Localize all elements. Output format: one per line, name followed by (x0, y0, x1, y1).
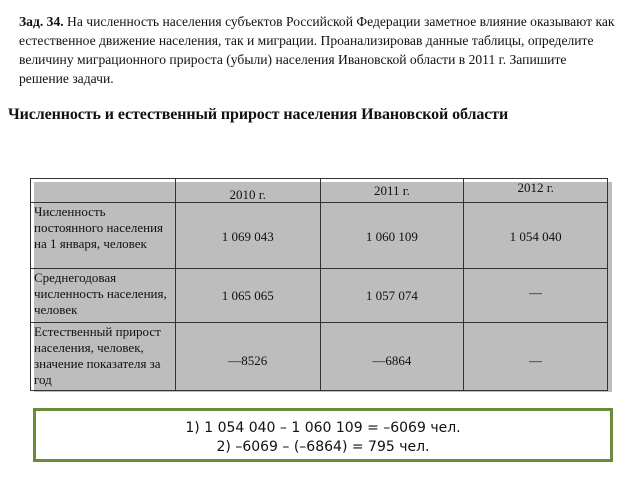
task-text (19, 12, 619, 88)
row-label: Численность постоянного населения на 1 января, человек (31, 203, 176, 269)
task-label: Зад. 34. (19, 14, 64, 29)
row-label: Среднегодовая численность населения, человек (31, 269, 176, 323)
table-cell: 1 069 043 (175, 203, 320, 269)
header-cell-2010: 2010 г. (175, 179, 320, 203)
header-cell-2011: 2011 г. (320, 179, 464, 203)
answer-box (33, 408, 613, 462)
task-body: На численность населения субъектов Российской Федерации заметное влияние оказывают как естественное движение населения, так и миграции. Проанализировав данные таблицы, определите величину миграционного прироста (убыли) населения Ивановской области в 2011 г. Запишите решение задачи. (19, 14, 615, 86)
row-label: Естественный прирост населения, человек, значение показателя за год (31, 323, 176, 391)
table-cell: —6864 (320, 323, 464, 391)
population-table (30, 178, 608, 391)
table-cell: — (464, 323, 608, 391)
table-row (31, 203, 608, 269)
table-cell: 1 054 040 (464, 203, 608, 269)
header-cell-2012: 2012 г. (464, 179, 608, 203)
table-cell: 1 060 109 (320, 203, 464, 269)
table-cell: 1 057 074 (320, 269, 464, 323)
answer-line-1: 1) 1 054 040 – 1 060 109 = –6069 чел. (185, 420, 461, 436)
header-cell-empty (31, 179, 176, 203)
answer-line-2: 2) –6069 – (–6864) = 795 чел. (216, 439, 430, 455)
table-header-row (31, 179, 608, 203)
table-title: Численность и естественный прирост населения Ивановской области (8, 106, 509, 123)
table-cell: — (464, 269, 608, 323)
table-cell: —8526 (175, 323, 320, 391)
table-row (31, 269, 608, 323)
table-cell: 1 065 065 (175, 269, 320, 323)
table-row (31, 323, 608, 391)
